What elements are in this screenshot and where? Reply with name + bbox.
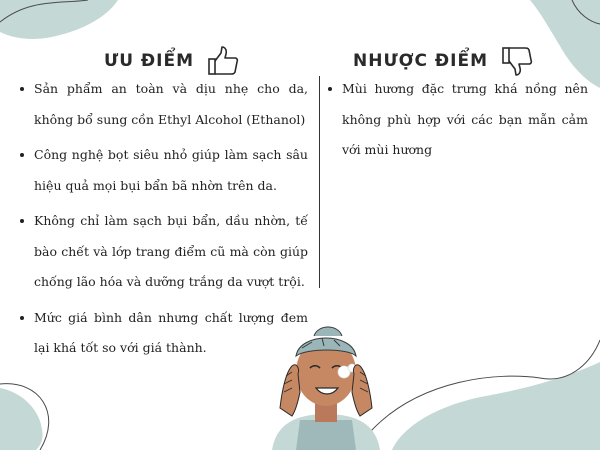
pros-title: ƯU ĐIỂM: [104, 51, 195, 71]
pros-header: [104, 44, 240, 78]
pros-item: Không chỉ làm sạch bụi bẩn, dầu nhờn, tế bào chết và lớp trang điểm cũ mà còn giúp chống lão hóa và dưỡng trắng da vượt trội.: [18, 206, 308, 298]
cons-header: [353, 44, 534, 78]
cons-list: [326, 74, 588, 171]
thumbs-up-icon: [206, 44, 240, 78]
pros-item: Mức giá bình dân nhưng chất lượng đem lại khá tốt so với giá thành.: [18, 303, 308, 364]
thumbs-down-icon: [500, 44, 534, 78]
pros-item: Công nghệ bọt siêu nhỏ giúp làm sạch sâu hiệu quả mọi bụi bẩn bã nhờn trên da.: [18, 140, 308, 201]
pros-item: Sản phẩm an toàn và dịu nhẹ cho da, không bổ sung cồn Ethyl Alcohol (Ethanol): [18, 74, 308, 135]
top-left-blob: [0, 0, 118, 39]
woman-washing-face-illustration: [262, 312, 392, 450]
cons-item: Mùi hương đặc trưng khá nồng nên không phù hợp với các bạn mẫn cảm với mùi hương: [326, 74, 588, 166]
bottom-left-blob: [0, 388, 43, 450]
column-divider: [319, 76, 320, 288]
cons-title: NHƯỢC ĐIỂM: [353, 51, 489, 71]
